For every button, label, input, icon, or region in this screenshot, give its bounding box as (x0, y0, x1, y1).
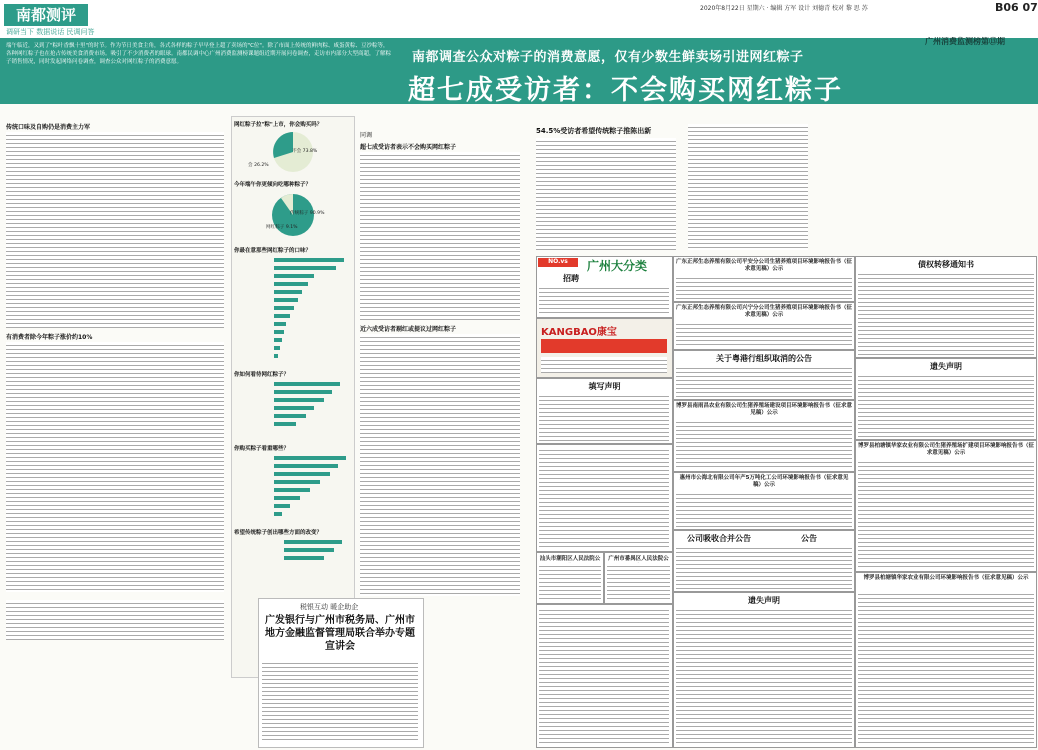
right-4-text (858, 591, 1034, 745)
poll-q3: 你最在意那些网红粽子的口味？ (234, 248, 312, 254)
article-text-2 (6, 342, 224, 592)
bar-q4-3 (274, 398, 324, 402)
classified-title: 广州大分类 (587, 259, 648, 273)
bar-q6-1 (284, 540, 342, 544)
bar-q3-13 (274, 354, 278, 358)
bar-q3-2 (274, 266, 336, 270)
bar-group-q3 (234, 256, 352, 366)
recruit-title: 招聘 (563, 274, 579, 283)
mid-title-1: 超七成受访者表示不会购买网红粽子 (360, 144, 457, 151)
ad-tag: NO.vs (538, 258, 578, 267)
bar-group-q5 (234, 454, 352, 524)
recruit-text (539, 285, 669, 315)
q2-label-net: 网红粽子 9.1% (266, 225, 298, 230)
right-2-text (858, 373, 1034, 437)
bar-q5-8 (274, 512, 282, 516)
notice-3-title: 关于粤港行组织取消的公告 (716, 354, 812, 363)
ad-recruit (536, 256, 673, 318)
notice-2 (673, 302, 855, 350)
headline-main: 超七成受访者：不会购买网红粽子 (408, 75, 843, 106)
bar-q3-4 (274, 282, 308, 286)
logo-subtitle: 调研当下 数据说话 民调问答 (6, 28, 95, 36)
court-1 (536, 552, 604, 604)
right-3-title: 博罗县柏塘镇华家农业有限公司生猪养殖场扩建项目环境影响报告书（征求意见稿）公示 (858, 443, 1035, 456)
ad-text-block (536, 444, 673, 552)
misc-2-title: 公告 (801, 534, 817, 543)
bar-q4-4 (274, 406, 314, 410)
bar-q5-5 (274, 488, 310, 492)
mid-text-4 (688, 124, 808, 250)
mid-label: 同调 (360, 132, 373, 139)
bar-q3-5 (274, 290, 302, 294)
fill-title: 填写声明 (588, 382, 621, 391)
bar-q3-7 (274, 306, 294, 310)
mid-title-2: 近六成受访者剔红或提议过网红粽子 (360, 326, 457, 333)
poll-q5: 你购买粽子看重哪些？ (234, 446, 290, 452)
mid-text-1 (360, 152, 520, 320)
article-text-1 (6, 132, 224, 328)
bottom-text (262, 660, 418, 742)
bar-q5-4 (274, 480, 320, 484)
bottom-kicker: 税银互动 暖企助企 (300, 603, 359, 611)
bar-q3-10 (274, 330, 284, 334)
bottom-title: 广发银行与广州市税务局、广州市地方金融监督管理局联合举办专题宣讲会 (265, 615, 415, 652)
headline-kicker: 南都调查公众对粽子的消费意愿，仅有少数生鲜卖场引进网红粽子 (412, 50, 804, 65)
bar-q5-6 (274, 496, 300, 500)
bar-q3-12 (274, 346, 280, 350)
poll-q4: 你如何看待网红粽子？ (234, 372, 290, 378)
bar-q3-6 (274, 298, 298, 302)
article-text-3 (6, 600, 224, 640)
section-title-1: 传统口味及自购仍是消费主力军 (6, 124, 91, 131)
bar-q3-3 (274, 274, 314, 278)
court-2-title: 广州市番禺区人民法院公 (608, 556, 669, 562)
bar-q5-7 (274, 504, 290, 508)
q1-label-no: 不会 73.8% (292, 149, 318, 154)
bar-q5-3 (274, 472, 330, 476)
top-header (0, 0, 1038, 40)
misc-3-title: 遗失声明 (748, 596, 780, 605)
right-2-title: 遗失声明 (930, 362, 962, 371)
bar-q4-2 (274, 390, 332, 394)
q1-label-yes: 会 26.2% (248, 163, 269, 168)
poll-q6: 希望传统粽子创出哪些方面的改变？ (234, 530, 323, 536)
mid-title-3: 54.5%受访者希望传统粽子推陈出新 (536, 127, 652, 135)
right-3-text (858, 459, 1034, 569)
bar-q6-3 (284, 556, 324, 560)
right-notice-1 (855, 256, 1037, 358)
misc-text (676, 545, 852, 589)
court-1-title: 汕头市潮阳区人民法院公 (539, 556, 601, 562)
court-2 (604, 552, 673, 604)
notice-2-title: 广东正邦生态养殖有限公司兴宁分公司生猪养殖项目环境影响报告书（征求意见稿）公示 (676, 305, 853, 318)
kangbao-banner (541, 339, 667, 353)
dateline: 2020年8月22日 星期六 · 编辑 方军 设计 刘德青 校对 黎 思 苏 (700, 5, 868, 12)
notice-3 (673, 350, 855, 400)
misc-3-block (673, 592, 855, 748)
poll-q2: 今年端午你更倾向吃哪种粽子？ (234, 182, 312, 188)
ad-text-block-lines (539, 447, 669, 549)
ad-bottom-block (536, 604, 673, 748)
mid-text-2 (360, 334, 520, 596)
bar-q5-2 (274, 464, 338, 468)
poll-q1: 网红粽子拉"粽"上市，你会购买吗？ (234, 122, 323, 128)
notice-2-text (676, 321, 852, 347)
bar-group-q4 (234, 380, 352, 438)
right-notice-2 (855, 358, 1037, 440)
notice-1 (673, 256, 855, 302)
bar-q3-8 (274, 314, 290, 318)
misc-1-title: 公司吸收合并公告 (687, 534, 751, 543)
notice-5-title: 惠州市公海北有限公司年产5万吨化工公司环境影响报告书（征求意见稿）公示 (679, 475, 849, 488)
notice-3-text (676, 365, 852, 397)
right-1-text (858, 271, 1034, 355)
ad-bottom-lines (539, 607, 669, 745)
page-number: B06 07 (995, 1, 1038, 14)
ad-kangbao (536, 318, 673, 378)
right-4-title: 博罗县柏塘镇华家农业有限公司环境影响报告书（征求意见稿）公示 (863, 575, 1029, 581)
bar-q6-2 (284, 548, 334, 552)
notice-5 (673, 472, 855, 530)
court-1-text (539, 563, 601, 601)
fill-text (539, 393, 669, 441)
q2-label-traditional: 传统粽子 90.9% (290, 211, 325, 216)
notice-1-text (676, 275, 852, 299)
notice-5-text (676, 491, 852, 527)
right-1-title: 债权转移通知书 (918, 260, 974, 269)
right-notice-4 (855, 572, 1037, 748)
ad-fill (536, 378, 673, 444)
bar-q4-5 (274, 414, 306, 418)
notice-4-title: 博罗县南雨昌农业有限公司生猪养殖场建设项目环境影响报告书（征求意见稿）公示 (676, 403, 853, 416)
bar-q3-1 (274, 258, 344, 262)
court-2-text (607, 563, 670, 601)
kangbao-logo: KANGBAO康宝 (541, 327, 617, 338)
notice-1-title: 广东正邦生态养殖有限公司平安分公司生猪养殖项目环境影响报告书（征求意见稿）公示 (676, 259, 853, 272)
notice-4-text (676, 419, 852, 469)
section-title-2: 有消费者除今年粽子涨价约10% (6, 334, 93, 341)
bar-q4-6 (274, 422, 296, 426)
bar-q3-11 (274, 338, 282, 342)
bar-group-q6 (234, 538, 352, 568)
bar-q4-1 (274, 382, 340, 386)
misc-3-text (676, 607, 852, 745)
right-notice-3 (855, 440, 1037, 572)
series-label: 广州消费监测榜第⑬期 (925, 37, 1005, 46)
notice-4 (673, 400, 855, 472)
misc-block (673, 530, 855, 592)
section-logo: 南都测评 (4, 4, 88, 26)
intro-text: 端午临近，又到了"粽叶香飘十里"的时节。作为节日美食主角，各式各样的粽子早早登上超了卖场的"C位"。除了市面上传统的鲜肉粽、咸蛋黄粽、豆沙粽等，各种网红粽子也在抢占传统美食消费市场。吸引了不少消费者的眼球。南都民调中心广州消费监测榜课题组近期开展问卷调查，走访市内部分大型商超，了解粽子销售情况，同时发起网络问卷调查，调查公众对网红粽子的消费意愿。 (6, 43, 391, 66)
bar-q5-1 (274, 456, 346, 460)
kangbao-text (541, 357, 667, 373)
mid-text-3 (536, 138, 676, 250)
bar-q3-9 (274, 322, 286, 326)
